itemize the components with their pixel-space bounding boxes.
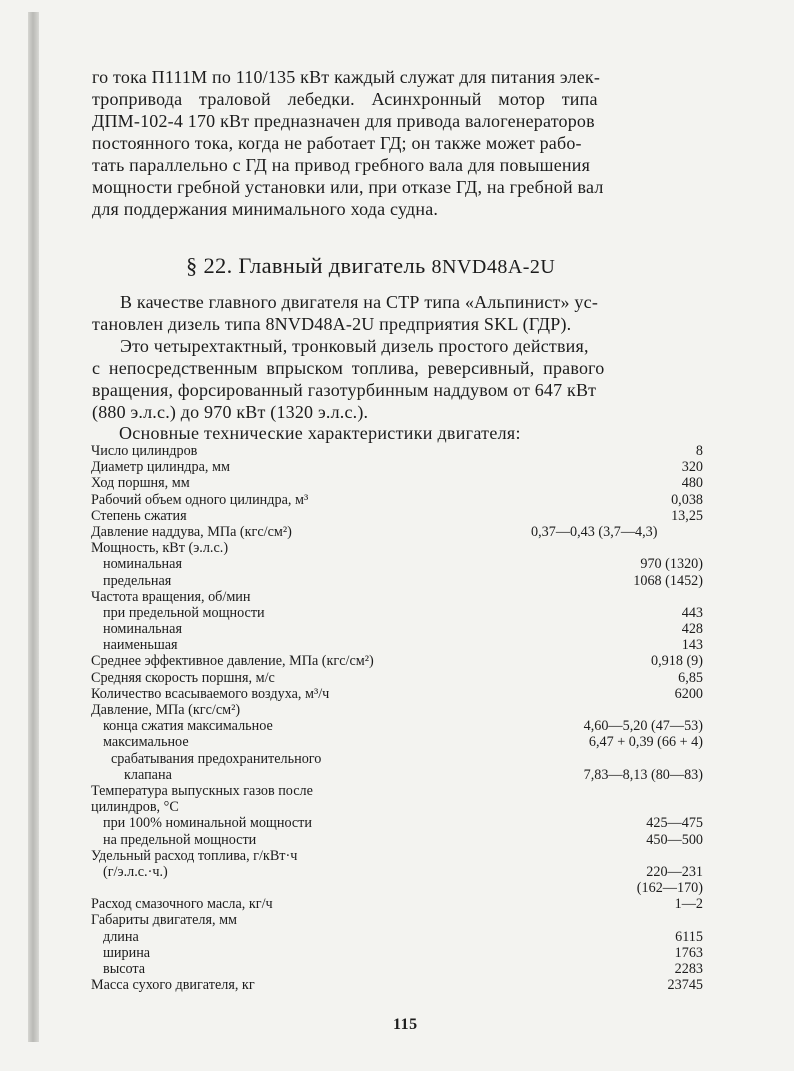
spec-label: ширина (103, 944, 151, 961)
text-line: го тока П111М по 110/135 кВт каждый служат для питания элек- (92, 67, 601, 87)
spec-row (91, 718, 703, 734)
spec-row (91, 734, 703, 750)
spec-value: 1068 (1452) (633, 572, 703, 589)
spec-value: 4,60—5,20 (47—53) (583, 718, 703, 735)
spec-row (91, 556, 703, 572)
spec-row (91, 605, 703, 621)
spec-value: 220—231 (646, 863, 703, 880)
spec-label: номинальная (103, 621, 182, 638)
spec-label: Ход поршня, мм (91, 475, 190, 492)
spec-label: цилиндров, °С (91, 799, 179, 816)
text-line: вращения, форсированный газотурбинным наддувом от 647 кВт (92, 380, 597, 400)
specs-table (91, 443, 703, 993)
intro-paragraph (92, 66, 702, 220)
spec-value: 480 (681, 475, 703, 492)
text-line: для поддержания минимального хода судна. (92, 199, 439, 219)
text-line: тать параллельно с ГД на привод гребного вала для повышения (92, 155, 591, 175)
spec-value: 970 (1320) (640, 556, 703, 573)
spec-row (91, 443, 703, 459)
spec-row (91, 961, 703, 977)
text-line: мощности гребной установки или, при отказе ГД, на гребной вал (92, 177, 604, 197)
spec-label: Масса сухого двигателя, кг (91, 977, 255, 994)
text-line: тропривода траловой лебедки. Асинхронный мотор типа (92, 89, 598, 109)
spec-value: 320 (681, 459, 703, 476)
spec-label: клапана (124, 766, 172, 783)
spec-value: 450—500 (646, 831, 703, 848)
spec-row (91, 475, 703, 491)
spec-label: максимальное (103, 734, 189, 751)
spec-row (91, 815, 703, 831)
spec-label: Давление наддува, МПа (кгс/см²) (91, 523, 292, 540)
spec-label: Среднее эффективное давление, МПа (кгс/см²) (91, 653, 374, 670)
spec-label: (г/э.л.с.·ч.) (103, 863, 168, 880)
spec-value: 8 (695, 443, 703, 459)
spec-row (91, 912, 703, 928)
spec-row (91, 508, 703, 524)
spec-value: (162—170) (636, 880, 703, 897)
spec-row (91, 799, 703, 815)
spec-row (91, 832, 703, 848)
spec-value: 0,918 (9) (650, 653, 703, 670)
spec-row (91, 589, 703, 605)
spec-label: при 100% номинальной мощности (103, 815, 312, 832)
section-heading (186, 253, 555, 279)
spec-row (91, 524, 703, 540)
spec-value: 428 (681, 621, 703, 638)
spec-label: Средняя скорость поршня, м/с (91, 669, 275, 686)
text-line: тановлен дизель типа 8NVD48A-2U предприятия SKL (ГДР). (92, 314, 572, 334)
spec-label: высота (103, 961, 146, 977)
spec-row (91, 896, 703, 912)
spec-value: 443 (681, 604, 703, 621)
spec-label: длина (103, 928, 139, 945)
spec-row (91, 621, 703, 637)
spec-label: Число цилиндров (91, 443, 198, 459)
text-line: с непосредственным впрыском топлива, реверсивный, правого (92, 358, 605, 378)
book-spine-shadow (28, 12, 39, 1042)
spec-label: Мощность, кВт (э.л.с.) (91, 540, 229, 557)
spec-label: Удельный расход топлива, г/кВт·ч (91, 847, 298, 864)
body-paragraph (92, 291, 702, 423)
spec-value: 0,37—0,43 (3,7—4,3) (531, 523, 658, 540)
spec-row (91, 637, 703, 653)
spec-label: предельная (103, 572, 172, 589)
spec-label: Расход смазочного масла, кг/ч (91, 896, 273, 913)
spec-label: конца сжатия максимальное (103, 718, 273, 735)
spec-row (91, 686, 703, 702)
page-number: 115 (393, 1016, 418, 1033)
spec-value: 6,85 (678, 669, 703, 686)
text-line: (880 э.л.с.) до 970 кВт (1320 э.л.с.). (92, 402, 369, 422)
spec-value: 143 (681, 637, 703, 654)
spec-value: 425—475 (646, 815, 703, 832)
specs-title: Основные технические характеристики двигателя: (119, 423, 521, 443)
spec-label: Количество всасываемого воздуха, м³/ч (91, 685, 330, 702)
spec-row (91, 751, 703, 767)
section-heading-text: § 22. Главный двигатель (186, 253, 426, 278)
spec-label: Температура выпускных газов после (91, 782, 313, 799)
spec-row (91, 848, 703, 864)
spec-label: Габариты двигателя, мм (91, 912, 238, 929)
spec-row (91, 670, 703, 686)
spec-row (91, 492, 703, 508)
spec-row (91, 945, 703, 961)
spec-label: на предельной мощности (103, 831, 257, 848)
spec-label: Степень сжатия (91, 507, 187, 524)
spec-label: срабатывания предохранительного (111, 750, 322, 767)
spec-value: 6200 (674, 685, 703, 702)
spec-label: Рабочий объем одного цилиндра, м³ (91, 491, 309, 508)
spec-label: номинальная (103, 556, 182, 573)
spec-value: 1—2 (674, 896, 703, 913)
spec-label: наименьшая (103, 637, 178, 654)
spec-row (91, 864, 703, 880)
spec-value: 1763 (674, 944, 703, 961)
spec-label: Давление, МПа (кгс/см²) (91, 702, 241, 718)
spec-value: 0,038 (671, 491, 703, 508)
spec-row (91, 573, 703, 589)
spec-row (91, 767, 703, 783)
spec-row (91, 540, 703, 556)
spec-label: при предельной мощности (103, 604, 265, 621)
spec-value: 13,25 (671, 507, 703, 524)
spec-label: Диаметр цилиндра, мм (91, 459, 230, 476)
spec-row (91, 880, 703, 896)
spec-value: 23745 (667, 977, 703, 994)
text-line: В качестве главного двигателя на СТР типа «Альпинист» ус- (120, 292, 599, 312)
spec-label: Частота вращения, об/мин (91, 588, 251, 605)
spec-row (91, 702, 703, 718)
spec-row (91, 929, 703, 945)
spec-row (91, 459, 703, 475)
spec-value: 2283 (674, 961, 703, 977)
text-line: постоянного тока, когда не работает ГД; он также может рабо- (92, 133, 582, 153)
engine-model: 8NVD48A-2U (431, 256, 556, 278)
spec-value: 7,83—8,13 (80—83) (583, 766, 703, 783)
spec-row (91, 653, 703, 669)
text-line: ДПМ-102-4 170 кВт предназначен для привода валогенераторов (92, 111, 595, 131)
spec-row (91, 977, 703, 993)
text-line: Это четырехтактный, тронковый дизель простого действия, (120, 336, 589, 356)
spec-row (91, 783, 703, 799)
spec-value: 6,47 + 0,39 (66 + 4) (588, 734, 703, 751)
spec-value: 6115 (675, 928, 703, 945)
